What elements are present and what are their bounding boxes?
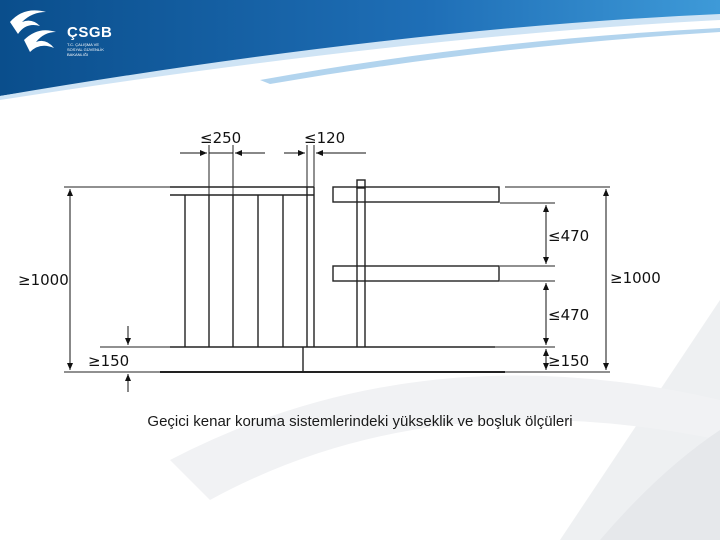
dim-rail-gap-upper: ≤470: [548, 227, 590, 245]
dimension-lines: [64, 145, 610, 372]
dim-toeboard-right: ≥150: [548, 352, 590, 370]
diagram-caption: Geçici kenar koruma sistemlerindeki yükseklik ve boşluk ölçüleri: [147, 413, 573, 430]
ministry-line-3: BAKANLIĞI: [67, 52, 89, 57]
ministry-line-2: SOSYAL GÜVENLİK: [67, 47, 104, 52]
dim-post-spacing: ≤250: [200, 129, 242, 147]
dim-rail-gap-lower: ≤470: [548, 306, 590, 324]
brand-name: ÇSGB: [67, 24, 113, 41]
dim-toeboard-left: ≥150: [88, 352, 130, 370]
dim-left-height: ≥1000: [18, 271, 69, 289]
ministry-line-1: T.C. ÇALIŞMA VE: [67, 42, 100, 47]
dim-toeboard-gap: ≤120: [304, 129, 346, 147]
dim-right-height: ≥1000: [610, 269, 661, 287]
right-guardrail-panel: [303, 180, 499, 347]
left-guardrail-panel: [170, 187, 314, 372]
